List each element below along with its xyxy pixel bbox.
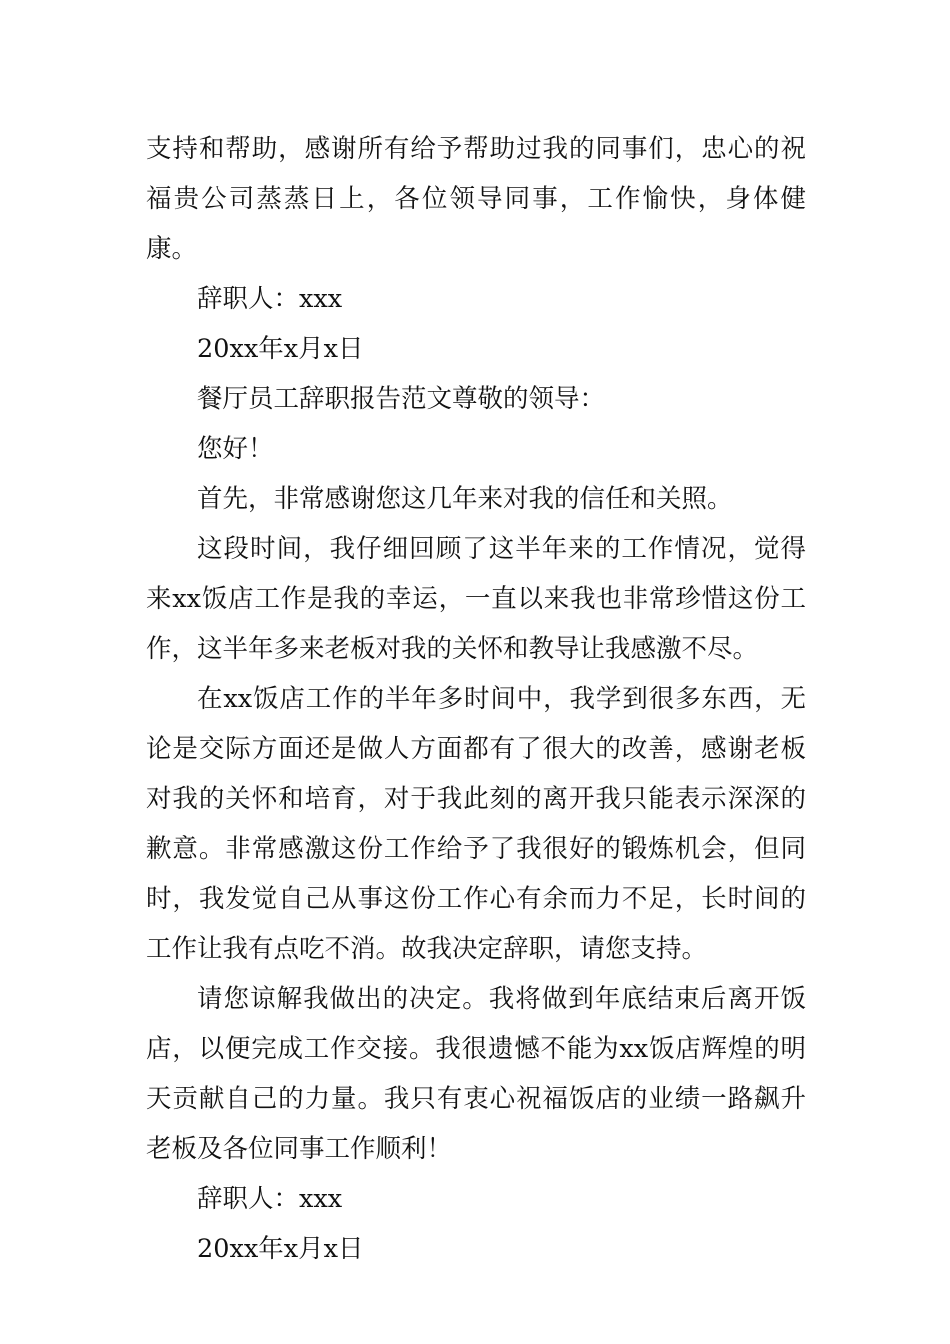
paragraph-decision: 请您谅解我做出的决定。我将做到年底结束后离开饭店，以便完成工作交接。我很遗憾不能为xx饭店辉煌的明天贡献自己的力量。我只有衷心祝福饭店的业绩一路飙升老板及各位同事工作顺利！: [146, 984, 806, 1164]
paragraph-closing-wishes: 支持和帮助，感谢所有给予帮助过我的同事们，忠心的祝福贵公司蒸蒸日上，各位领导同事，工作愉快，身体健康。: [146, 134, 806, 264]
greeting: 您好！: [197, 434, 274, 464]
signature-line: 辞职人：xxx: [197, 284, 343, 314]
signature-line-2: 辞职人：xxx: [197, 1184, 343, 1214]
document-body: [146, 124, 806, 1274]
paragraph-thanks: 首先，非常感谢您这几年来对我的信任和关照。: [197, 484, 733, 514]
date-line: 20xx年x月x日: [197, 334, 364, 364]
date-line-2: 20xx年x月x日: [197, 1234, 364, 1264]
paragraph-experience: 在xx饭店工作的半年多时间中，我学到很多东西，无论是交际方面还是做人方面都有了很大的改善，感谢老板对我的关怀和培育，对于我此刻的离开我只能表示深深的歉意。非常感激这份工作给予了我很好的锻炼机会，但同时，我发觉自己从事这份工作心有余而力不足，长时间的工作让我有点吃不消。故我决定辞职，请您支持。: [146, 684, 806, 964]
paragraph-review: 这段时间，我仔细回顾了这半年来的工作情况，觉得来xx饭店工作是我的幸运，一直以来我也非常珍惜这份工作，这半年多来老板对我的关怀和教导让我感激不尽。: [146, 534, 806, 664]
letter-title-salutation: 餐厅员工辞职报告范文尊敬的领导：: [197, 384, 606, 414]
